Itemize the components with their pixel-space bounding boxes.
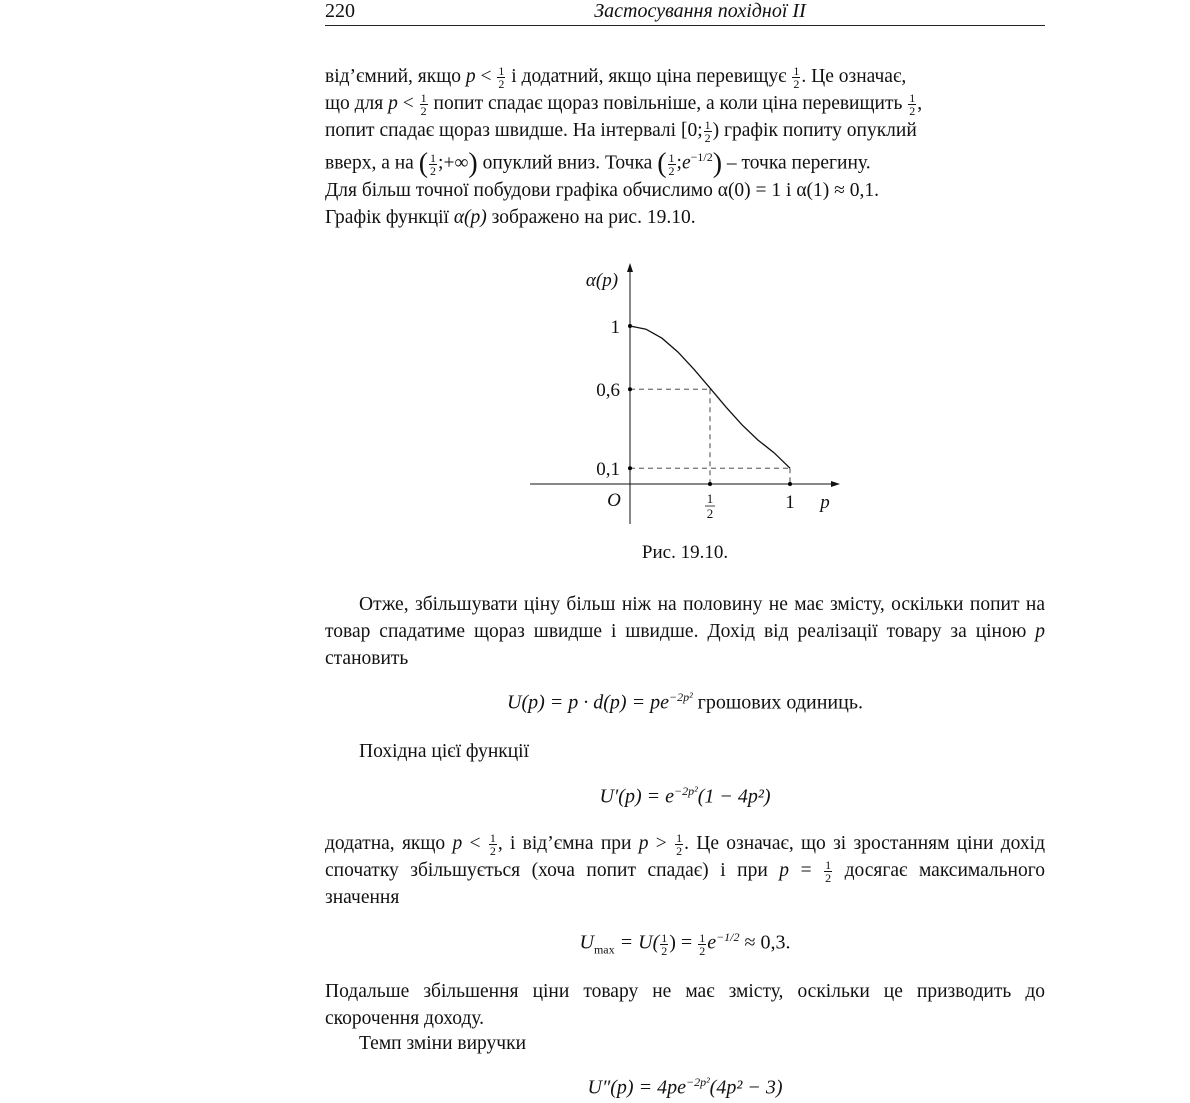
paragraph-6: Темп зміни виручки (359, 1033, 527, 1054)
y-tick-label-1: 1 (610, 317, 620, 338)
y-tick-dot-0-6 (628, 387, 632, 391)
paragraph-1: від’ємний, якщо p < $\frac{1}{2}$ і додатний, якщо ціна перевищує $\frac{1}{2}$ . Це означає, що для p < $\frac{1}{2}$ попит спадає щораз повільніше, а коли ціна перевищить $\frac{1}{2}$ , попит спадає щораз швидше. На інтервалі [0; $\frac{1}{2}$ ) графік попиту опуклий вверх, а на ( $\frac{1}{2}$ ;+∞) опуклий вниз. Точка ( $\frac{1}{2}$ $;e^{-1/2}$) – точка перегину. Для більш точної побудови графіка обчислимо α(0) = 1 і α(1) ≈ 0,1. Графік функції α(p) зображено на рис. 19.10. (325, 64, 923, 228)
y-axis-label: α(p) (585, 270, 619, 291)
page-number: 220 (325, 0, 355, 22)
running-title: Застосування похідної II (594, 0, 806, 22)
figure-caption: Рис. 19.10. (641, 542, 729, 563)
x-tick-label-1: 1 (785, 492, 795, 513)
fraction-half: $\frac{1}{2}$ (793, 64, 800, 92)
demand-curve-figure (520, 260, 850, 530)
x-axis-label: p (820, 492, 830, 513)
x-axis-arrow (831, 481, 840, 487)
paragraph-2: Отже, збільшувати ціну більш ніж на половину не має змісту, оскільки попит на товар спадатиме щораз швидше і швидше. Дохід від реалізації товару за ціною p становить (325, 594, 1045, 669)
x-tick-label-half-den: 2 (706, 506, 714, 521)
y-tick-label-0-1: 0,1 (596, 459, 620, 481)
x-tick-label-half-num: 1 (706, 491, 714, 506)
fraction-half: $\frac{1}{2}$ (498, 64, 505, 92)
x-tick-dot-0 (708, 482, 712, 486)
equation-second-derivative: $U''(p) = 4pe^{-2p^2}(4p^2 - 3)$ (587, 1075, 783, 1099)
equation-derivative: $U'(p) = e^{-2p^2}(1 - 4p^2)$ (599, 784, 771, 808)
origin-label: O (607, 490, 621, 511)
paragraph-5: Подальше збільшення ціни товару не має змісту, оскільки це призводить до скорочення доходу. (325, 981, 1045, 1029)
paragraph-4: додатна, якщо p < $\frac{1}{2}$ , і від’ємна при p > $\frac{1}{2}$ . Це означає, що зі зростанням ціни дохід спочатку збільшується (хоча попит спадає) і при p = $\frac{1}{2}$ досягає максимального значення (325, 831, 1046, 909)
y-tick-label-0-6: 0,6 (596, 380, 620, 402)
y-axis-arrow (627, 263, 633, 272)
running-header (325, 0, 1045, 26)
equation-max: $U_{max} = U$( $\frac{1}{2}$ ) = $\frac{1}{2}$ $e^{-1/2} \approx 0,3$. (579, 930, 791, 958)
x-tick-dot-1 (788, 482, 792, 486)
paragraph-3: Похідна цієї функції (359, 741, 529, 762)
equation-revenue: $U(p) = p \cdot d(p) = pe^{-2p^2}$ грошових одиниць. (507, 690, 863, 714)
y-tick-dot-0-1 (628, 466, 632, 470)
